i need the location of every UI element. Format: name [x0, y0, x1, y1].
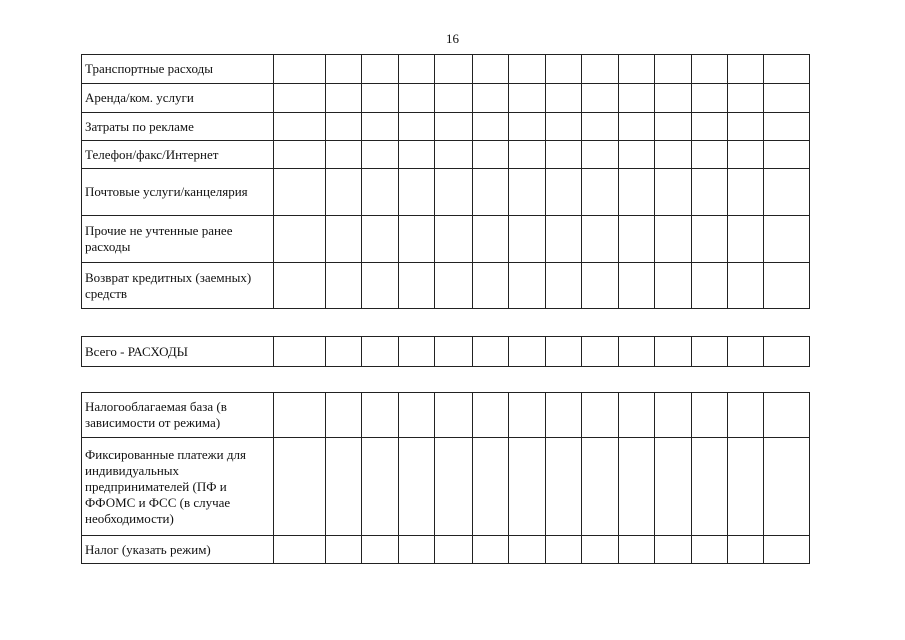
value-cell[interactable]	[326, 216, 362, 263]
row-label: Налог (указать режим)	[82, 536, 274, 564]
value-cell[interactable]	[274, 113, 326, 141]
value-cell[interactable]	[545, 393, 581, 438]
value-cell[interactable]	[326, 55, 362, 84]
value-cell[interactable]	[654, 263, 691, 309]
value-cell[interactable]	[399, 393, 435, 438]
value-cell[interactable]	[326, 337, 362, 367]
value-cell[interactable]	[435, 337, 472, 367]
value-cell[interactable]	[508, 536, 545, 564]
value-cell[interactable]	[763, 393, 809, 438]
value-cell[interactable]	[545, 84, 581, 113]
value-cell[interactable]	[508, 55, 545, 84]
row-label: Транспортные расходы	[82, 55, 274, 84]
value-cell[interactable]	[472, 393, 508, 438]
value-cell[interactable]	[654, 337, 691, 367]
value-cell[interactable]	[581, 536, 618, 564]
value-cell[interactable]	[691, 536, 727, 564]
table-row	[82, 337, 810, 367]
value-cell[interactable]	[618, 216, 654, 263]
row-label: Почтовые услуги/канцелярия	[82, 169, 274, 216]
row-label: Всего - РАСХОДЫ	[82, 337, 274, 367]
value-cell[interactable]	[581, 337, 618, 367]
value-cell[interactable]	[763, 536, 809, 564]
table-row	[82, 141, 810, 169]
value-cell[interactable]	[472, 337, 508, 367]
value-cell[interactable]	[763, 337, 809, 367]
value-cell[interactable]	[763, 84, 809, 113]
value-cell[interactable]	[727, 169, 763, 216]
value-cell[interactable]	[472, 141, 508, 169]
row-label: Прочие не учтенные ранее расходы	[82, 216, 274, 263]
value-cell[interactable]	[362, 536, 399, 564]
value-cell[interactable]	[545, 536, 581, 564]
value-cell[interactable]	[727, 55, 763, 84]
value-cell[interactable]	[763, 169, 809, 216]
value-cell[interactable]	[274, 84, 326, 113]
value-cell[interactable]	[399, 263, 435, 309]
value-cell[interactable]	[399, 113, 435, 141]
value-cell[interactable]	[581, 55, 618, 84]
value-cell[interactable]	[472, 438, 508, 536]
value-cell[interactable]	[508, 216, 545, 263]
value-cell[interactable]	[654, 55, 691, 84]
table-row	[82, 84, 810, 113]
value-cell[interactable]	[691, 169, 727, 216]
value-cell[interactable]	[763, 113, 809, 141]
value-cell[interactable]	[727, 393, 763, 438]
table-row	[82, 55, 810, 84]
value-cell[interactable]	[691, 84, 727, 113]
expenses-table	[81, 54, 810, 309]
value-cell[interactable]	[581, 113, 618, 141]
value-cell[interactable]	[581, 263, 618, 309]
value-cell[interactable]	[362, 337, 399, 367]
value-cell[interactable]	[581, 393, 618, 438]
value-cell[interactable]	[654, 141, 691, 169]
row-label: Возврат кредитных (заемных) средств	[82, 263, 274, 309]
total-expenses-table	[81, 336, 810, 367]
value-cell[interactable]	[472, 169, 508, 216]
table-row	[82, 393, 810, 438]
value-cell[interactable]	[435, 84, 472, 113]
value-cell[interactable]	[362, 393, 399, 438]
value-cell[interactable]	[691, 263, 727, 309]
value-cell[interactable]	[326, 263, 362, 309]
value-cell[interactable]	[435, 393, 472, 438]
table-row	[82, 113, 810, 141]
value-cell[interactable]	[274, 263, 326, 309]
value-cell[interactable]	[545, 55, 581, 84]
value-cell[interactable]	[508, 438, 545, 536]
value-cell[interactable]	[618, 55, 654, 84]
value-cell[interactable]	[618, 141, 654, 169]
value-cell[interactable]	[399, 438, 435, 536]
value-cell[interactable]	[508, 393, 545, 438]
value-cell[interactable]	[362, 216, 399, 263]
value-cell[interactable]	[581, 169, 618, 216]
value-cell[interactable]	[435, 536, 472, 564]
value-cell[interactable]	[274, 337, 326, 367]
row-label: Налогооблагаемая база (в зависимости от режима)	[82, 393, 274, 438]
value-cell[interactable]	[472, 113, 508, 141]
value-cell[interactable]	[274, 216, 326, 263]
value-cell[interactable]	[691, 337, 727, 367]
value-cell[interactable]	[435, 169, 472, 216]
value-cell[interactable]	[362, 438, 399, 536]
value-cell[interactable]	[581, 141, 618, 169]
value-cell[interactable]	[326, 393, 362, 438]
value-cell[interactable]	[326, 84, 362, 113]
value-cell[interactable]	[691, 393, 727, 438]
value-cell[interactable]	[618, 169, 654, 216]
value-cell[interactable]	[618, 263, 654, 309]
value-cell[interactable]	[545, 216, 581, 263]
value-cell[interactable]	[362, 84, 399, 113]
value-cell[interactable]	[727, 84, 763, 113]
value-cell[interactable]	[654, 216, 691, 263]
value-cell[interactable]	[581, 216, 618, 263]
value-cell[interactable]	[508, 113, 545, 141]
value-cell[interactable]	[654, 536, 691, 564]
value-cell[interactable]	[472, 536, 508, 564]
value-cell[interactable]	[399, 337, 435, 367]
value-cell[interactable]	[691, 55, 727, 84]
value-cell[interactable]	[362, 263, 399, 309]
value-cell[interactable]	[274, 169, 326, 216]
value-cell[interactable]	[326, 438, 362, 536]
value-cell[interactable]	[727, 141, 763, 169]
value-cell[interactable]	[399, 141, 435, 169]
value-cell[interactable]	[435, 216, 472, 263]
table-row	[82, 216, 810, 263]
value-cell[interactable]	[654, 393, 691, 438]
value-cell[interactable]	[581, 84, 618, 113]
value-cell[interactable]	[545, 337, 581, 367]
value-cell[interactable]	[508, 337, 545, 367]
value-cell[interactable]	[399, 84, 435, 113]
value-cell[interactable]	[472, 84, 508, 113]
value-cell[interactable]	[362, 55, 399, 84]
value-cell[interactable]	[618, 536, 654, 564]
value-cell[interactable]	[399, 216, 435, 263]
table-row	[82, 263, 810, 309]
value-cell[interactable]	[727, 113, 763, 141]
value-cell[interactable]	[545, 438, 581, 536]
row-label: Аренда/ком. услуги	[82, 84, 274, 113]
row-label: Фиксированные платежи для индивидуальных предпринимателей (ПФ и ФФОМС и ФСС (в случае необходимости)	[82, 438, 274, 536]
row-label: Затраты по рекламе	[82, 113, 274, 141]
value-cell[interactable]	[727, 216, 763, 263]
value-cell[interactable]	[326, 113, 362, 141]
tax-table	[81, 392, 810, 564]
value-cell[interactable]	[508, 84, 545, 113]
value-cell[interactable]	[763, 438, 809, 536]
value-cell[interactable]	[435, 113, 472, 141]
value-cell[interactable]	[654, 84, 691, 113]
value-cell[interactable]	[326, 141, 362, 169]
value-cell[interactable]	[274, 141, 326, 169]
value-cell[interactable]	[362, 113, 399, 141]
value-cell[interactable]	[508, 263, 545, 309]
value-cell[interactable]	[763, 55, 809, 84]
value-cell[interactable]	[763, 216, 809, 263]
value-cell[interactable]	[545, 141, 581, 169]
value-cell[interactable]	[435, 263, 472, 309]
value-cell[interactable]	[691, 141, 727, 169]
table-row	[82, 536, 810, 564]
value-cell[interactable]	[581, 438, 618, 536]
value-cell[interactable]	[472, 216, 508, 263]
value-cell[interactable]	[362, 169, 399, 216]
value-cell[interactable]	[545, 113, 581, 141]
value-cell[interactable]	[274, 55, 326, 84]
value-cell[interactable]	[326, 536, 362, 564]
value-cell[interactable]	[435, 438, 472, 536]
value-cell[interactable]	[691, 216, 727, 263]
row-label: Телефон/факс/Интернет	[82, 141, 274, 169]
value-cell[interactable]	[326, 169, 362, 216]
value-cell[interactable]	[472, 55, 508, 84]
value-cell[interactable]	[362, 141, 399, 169]
value-cell[interactable]	[435, 141, 472, 169]
value-cell[interactable]	[618, 337, 654, 367]
value-cell[interactable]	[727, 438, 763, 536]
value-cell[interactable]	[727, 337, 763, 367]
value-cell[interactable]	[618, 438, 654, 536]
page-number: 16	[446, 31, 459, 46]
value-cell[interactable]	[399, 536, 435, 564]
value-cell[interactable]	[691, 438, 727, 536]
value-cell[interactable]	[508, 169, 545, 216]
value-cell[interactable]	[763, 263, 809, 309]
value-cell[interactable]	[691, 113, 727, 141]
value-cell[interactable]	[727, 263, 763, 309]
value-cell[interactable]	[763, 141, 809, 169]
value-cell[interactable]	[399, 55, 435, 84]
value-cell[interactable]	[654, 169, 691, 216]
value-cell[interactable]	[618, 113, 654, 141]
value-cell[interactable]	[274, 393, 326, 438]
value-cell[interactable]	[545, 263, 581, 309]
value-cell[interactable]	[727, 536, 763, 564]
value-cell[interactable]	[654, 438, 691, 536]
value-cell[interactable]	[274, 536, 326, 564]
value-cell[interactable]	[545, 169, 581, 216]
value-cell[interactable]	[435, 55, 472, 84]
value-cell[interactable]	[508, 141, 545, 169]
value-cell[interactable]	[618, 84, 654, 113]
value-cell[interactable]	[472, 263, 508, 309]
table-row	[82, 438, 810, 536]
value-cell[interactable]	[274, 438, 326, 536]
table-row	[82, 169, 810, 216]
value-cell[interactable]	[654, 113, 691, 141]
value-cell[interactable]	[399, 169, 435, 216]
value-cell[interactable]	[618, 393, 654, 438]
